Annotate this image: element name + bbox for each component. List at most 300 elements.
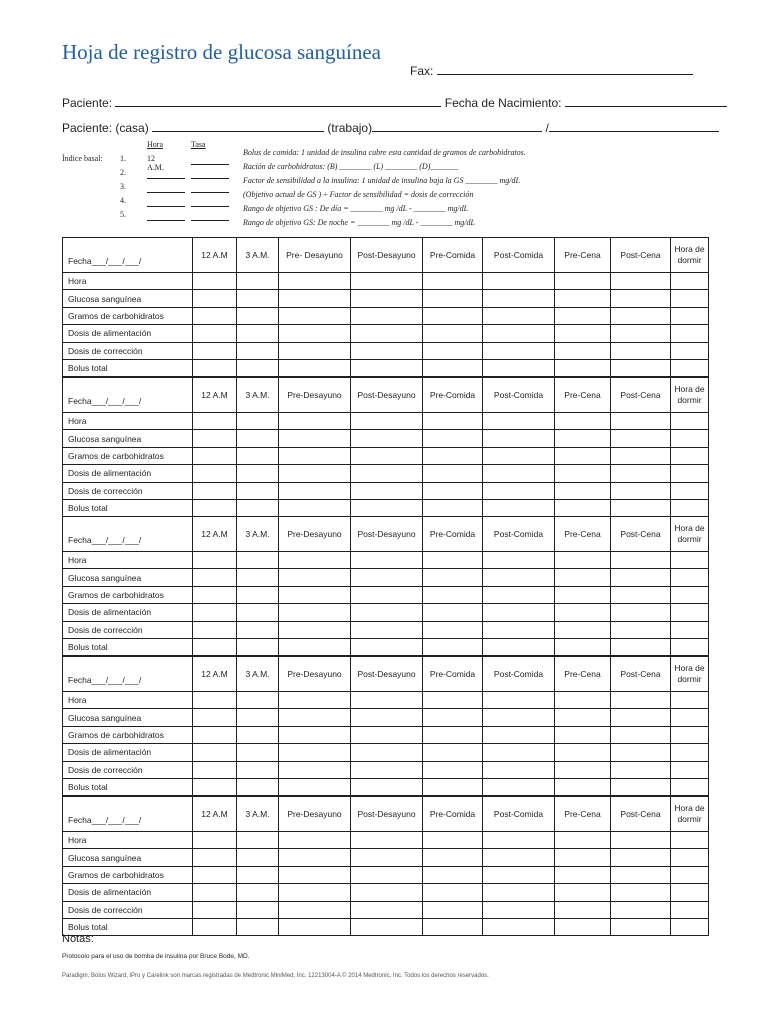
birth-date-input-line[interactable] [565,94,727,107]
entry-cell[interactable] [423,604,483,621]
entry-cell[interactable] [483,273,555,290]
entry-cell[interactable] [555,482,611,499]
entry-cell[interactable] [351,901,423,918]
entry-cell[interactable] [193,692,237,709]
entry-cell[interactable] [193,499,237,516]
date-label[interactable]: Fecha___/___/___/ [63,517,193,552]
entry-cell[interactable] [555,499,611,516]
entry-cell[interactable] [483,849,555,866]
entry-cell[interactable] [279,901,351,918]
entry-cell[interactable] [423,430,483,447]
entry-cell[interactable] [237,849,279,866]
entry-cell[interactable] [671,604,709,621]
entry-cell[interactable] [351,709,423,726]
entry-cell[interactable] [671,359,709,376]
entry-cell[interactable] [671,726,709,743]
entry-cell[interactable] [555,342,611,359]
entry-cell[interactable] [483,325,555,342]
entry-cell[interactable] [671,273,709,290]
entry-cell[interactable] [351,430,423,447]
entry-cell[interactable] [423,621,483,638]
entry-cell[interactable] [193,342,237,359]
date-label[interactable]: Fecha___/___/___/ [63,238,193,273]
entry-cell[interactable] [193,552,237,569]
entry-cell[interactable] [611,692,671,709]
entry-cell[interactable] [237,761,279,778]
entry-cell[interactable] [193,413,237,430]
entry-cell[interactable] [279,290,351,307]
entry-cell[interactable] [611,273,671,290]
basal-time-input[interactable] [147,196,185,207]
entry-cell[interactable] [483,709,555,726]
entry-cell[interactable] [555,761,611,778]
entry-cell[interactable] [279,430,351,447]
entry-cell[interactable] [279,692,351,709]
entry-cell[interactable] [423,744,483,761]
entry-cell[interactable] [237,586,279,603]
entry-cell[interactable] [671,744,709,761]
column-header: Hora de dormir [671,657,709,692]
entry-cell[interactable] [193,778,237,795]
entry-cell[interactable] [611,413,671,430]
entry-cell[interactable] [279,586,351,603]
entry-cell[interactable] [351,447,423,464]
date-label[interactable]: Fecha___/___/___/ [63,657,193,692]
entry-cell[interactable] [611,726,671,743]
entry-cell[interactable] [237,499,279,516]
entry-cell[interactable] [671,586,709,603]
entry-cell[interactable] [483,290,555,307]
entry-cell[interactable] [237,273,279,290]
home-phone-input-line[interactable] [152,119,324,132]
entry-cell[interactable] [555,918,611,935]
entry-cell[interactable] [611,307,671,324]
entry-cell[interactable] [193,849,237,866]
entry-cell[interactable] [611,499,671,516]
entry-cell[interactable] [237,290,279,307]
entry-cell[interactable] [193,884,237,901]
entry-cell[interactable] [279,918,351,935]
entry-cell[interactable] [611,482,671,499]
entry-cell[interactable] [611,709,671,726]
entry-cell[interactable] [423,465,483,482]
entry-cell[interactable] [423,499,483,516]
entry-cell[interactable] [555,604,611,621]
entry-cell[interactable] [423,413,483,430]
entry-cell[interactable] [237,342,279,359]
entry-cell[interactable] [237,866,279,883]
entry-cell[interactable] [671,569,709,586]
entry-cell[interactable] [611,552,671,569]
entry-cell[interactable] [611,866,671,883]
entry-cell[interactable] [483,778,555,795]
entry-cell[interactable] [237,447,279,464]
entry-cell[interactable] [279,273,351,290]
entry-cell[interactable] [483,692,555,709]
entry-cell[interactable] [237,638,279,655]
entry-cell[interactable] [237,726,279,743]
entry-cell[interactable] [611,621,671,638]
entry-cell[interactable] [483,726,555,743]
basal-rate-input[interactable] [191,210,229,221]
entry-cell[interactable] [423,552,483,569]
entry-cell[interactable] [237,621,279,638]
entry-cell[interactable] [351,638,423,655]
entry-cell[interactable] [611,918,671,935]
column-header: Post-Desayuno [351,797,423,832]
entry-cell[interactable] [555,744,611,761]
entry-cell[interactable] [193,901,237,918]
entry-cell[interactable] [237,465,279,482]
entry-cell[interactable] [279,569,351,586]
entry-cell[interactable] [237,901,279,918]
entry-cell[interactable] [611,761,671,778]
table-row [63,832,709,849]
entry-cell[interactable] [193,866,237,883]
entry-cell[interactable] [423,447,483,464]
entry-cell[interactable] [423,482,483,499]
entry-cell[interactable] [483,761,555,778]
entry-cell[interactable] [279,307,351,324]
entry-cell[interactable] [237,359,279,376]
entry-cell[interactable] [279,638,351,655]
entry-cell[interactable] [279,447,351,464]
entry-cell[interactable] [279,499,351,516]
entry-cell[interactable] [555,692,611,709]
entry-cell[interactable] [237,918,279,935]
entry-cell[interactable] [237,413,279,430]
entry-cell[interactable] [483,413,555,430]
entry-cell[interactable] [351,273,423,290]
entry-cell[interactable] [555,359,611,376]
entry-cell[interactable] [279,761,351,778]
entry-cell[interactable] [555,832,611,849]
entry-cell[interactable] [555,884,611,901]
entry-cell[interactable] [193,709,237,726]
entry-cell[interactable] [555,430,611,447]
entry-cell[interactable] [555,273,611,290]
entry-cell[interactable] [279,621,351,638]
entry-cell[interactable] [483,499,555,516]
entry-cell[interactable] [611,744,671,761]
entry-cell[interactable] [193,832,237,849]
entry-cell[interactable] [423,307,483,324]
entry-cell[interactable] [351,744,423,761]
entry-cell[interactable] [483,586,555,603]
entry-cell[interactable] [351,761,423,778]
entry-cell[interactable] [611,359,671,376]
entry-cell[interactable] [483,342,555,359]
entry-cell[interactable] [279,465,351,482]
entry-cell[interactable] [555,638,611,655]
entry-cell[interactable] [351,307,423,324]
entry-cell[interactable] [611,325,671,342]
entry-cell[interactable] [193,569,237,586]
entry-cell[interactable] [423,569,483,586]
entry-cell[interactable] [351,359,423,376]
entry-cell[interactable] [193,744,237,761]
entry-cell[interactable] [483,621,555,638]
fax-input-line[interactable] [437,62,693,75]
entry-cell[interactable] [555,413,611,430]
entry-cell[interactable] [423,709,483,726]
entry-cell[interactable] [237,604,279,621]
entry-cell[interactable] [237,325,279,342]
entry-cell[interactable] [423,290,483,307]
entry-cell[interactable] [351,726,423,743]
entry-cell[interactable] [483,482,555,499]
entry-cell[interactable] [279,359,351,376]
entry-cell[interactable] [351,342,423,359]
entry-cell[interactable] [423,866,483,883]
row-label: Glucosa sanguínea [63,290,193,307]
entry-cell[interactable] [351,778,423,795]
entry-cell[interactable] [351,832,423,849]
entry-cell[interactable] [423,273,483,290]
entry-cell[interactable] [279,866,351,883]
entry-cell[interactable] [279,325,351,342]
entry-cell[interactable] [423,726,483,743]
entry-cell[interactable] [351,325,423,342]
entry-cell[interactable] [483,638,555,655]
entry-cell[interactable] [351,918,423,935]
entry-cell[interactable] [351,621,423,638]
entry-cell[interactable] [237,692,279,709]
entry-cell[interactable] [671,499,709,516]
entry-cell[interactable] [671,849,709,866]
entry-cell[interactable] [611,465,671,482]
entry-cell[interactable] [555,901,611,918]
entry-cell[interactable] [555,621,611,638]
entry-cell[interactable] [555,447,611,464]
entry-cell[interactable] [611,638,671,655]
entry-cell[interactable] [611,447,671,464]
entry-cell[interactable] [351,413,423,430]
entry-cell[interactable] [483,832,555,849]
entry-cell[interactable] [423,901,483,918]
entry-cell[interactable] [351,604,423,621]
entry-cell[interactable] [351,499,423,516]
table-row [63,273,709,290]
entry-cell[interactable] [555,709,611,726]
entry-cell[interactable] [279,849,351,866]
entry-cell[interactable] [555,586,611,603]
entry-cell[interactable] [237,744,279,761]
entry-cell[interactable] [237,482,279,499]
entry-cell[interactable] [279,413,351,430]
entry-cell[interactable] [193,307,237,324]
entry-cell[interactable] [237,552,279,569]
basal-time-input[interactable] [147,168,185,179]
entry-cell[interactable] [351,552,423,569]
entry-cell[interactable] [671,832,709,849]
entry-cell[interactable] [555,465,611,482]
entry-cell[interactable] [279,884,351,901]
entry-cell[interactable] [237,709,279,726]
entry-cell[interactable] [193,638,237,655]
entry-cell[interactable] [279,778,351,795]
entry-cell[interactable] [237,778,279,795]
entry-cell[interactable] [611,604,671,621]
entry-cell[interactable] [351,866,423,883]
entry-cell[interactable] [671,638,709,655]
entry-cell[interactable] [671,342,709,359]
entry-cell[interactable] [423,342,483,359]
entry-cell[interactable] [671,692,709,709]
entry-cell[interactable] [351,465,423,482]
basal-num: 1. [120,154,126,163]
entry-cell[interactable] [351,884,423,901]
entry-cell[interactable] [611,778,671,795]
entry-cell[interactable] [611,569,671,586]
entry-cell[interactable] [193,273,237,290]
entry-cell[interactable] [351,586,423,603]
entry-cell[interactable] [237,884,279,901]
fax-field[interactable] [410,62,693,78]
entry-cell[interactable] [555,866,611,883]
entry-cell[interactable] [611,884,671,901]
entry-cell[interactable] [279,709,351,726]
entry-cell[interactable] [193,604,237,621]
entry-cell[interactable] [351,482,423,499]
entry-cell[interactable] [671,778,709,795]
entry-cell[interactable] [193,586,237,603]
date-label[interactable]: Fecha___/___/___/ [63,378,193,413]
entry-cell[interactable] [483,430,555,447]
entry-cell[interactable] [279,744,351,761]
entry-cell[interactable] [671,447,709,464]
entry-cell[interactable] [483,901,555,918]
entry-cell[interactable] [237,569,279,586]
entry-cell[interactable] [193,761,237,778]
entry-cell[interactable] [193,290,237,307]
entry-cell[interactable] [555,849,611,866]
entry-cell[interactable] [193,621,237,638]
entry-cell[interactable] [193,359,237,376]
basal-rate-input[interactable] [191,168,229,179]
entry-cell[interactable] [611,290,671,307]
entry-cell[interactable] [483,569,555,586]
entry-cell[interactable] [671,901,709,918]
entry-cell[interactable] [423,692,483,709]
patient-input-line[interactable] [115,94,441,107]
entry-cell[interactable] [279,482,351,499]
basal-rate-input[interactable] [191,182,229,193]
row-label: Bolus total [63,918,193,935]
entry-cell[interactable] [483,465,555,482]
entry-cell[interactable] [555,325,611,342]
other-phone-input-line[interactable] [549,119,719,132]
entry-cell[interactable] [671,307,709,324]
entry-cell[interactable] [193,465,237,482]
entry-cell[interactable] [671,761,709,778]
entry-cell[interactable] [555,778,611,795]
entry-cell[interactable] [237,832,279,849]
entry-cell[interactable] [483,744,555,761]
entry-cell[interactable] [279,832,351,849]
entry-cell[interactable] [483,884,555,901]
entry-cell[interactable] [671,482,709,499]
entry-cell[interactable] [671,325,709,342]
entry-cell[interactable] [555,569,611,586]
work-phone-input-line[interactable] [372,119,542,132]
entry-cell[interactable] [611,901,671,918]
basal-rate-input[interactable] [191,196,229,207]
entry-cell[interactable] [483,307,555,324]
entry-cell[interactable] [671,552,709,569]
entry-cell[interactable] [671,884,709,901]
entry-cell[interactable] [483,918,555,935]
entry-cell[interactable] [555,290,611,307]
entry-cell[interactable] [193,918,237,935]
entry-cell[interactable] [279,342,351,359]
entry-cell[interactable] [671,413,709,430]
entry-cell[interactable] [423,325,483,342]
entry-cell[interactable] [237,307,279,324]
entry-cell[interactable] [423,849,483,866]
entry-cell[interactable] [423,638,483,655]
entry-cell[interactable] [193,447,237,464]
entry-cell[interactable] [279,552,351,569]
entry-cell[interactable] [611,586,671,603]
entry-cell[interactable] [423,884,483,901]
entry-cell[interactable] [279,604,351,621]
entry-cell[interactable] [351,569,423,586]
entry-cell[interactable] [423,778,483,795]
entry-cell[interactable] [193,325,237,342]
entry-cell[interactable] [671,430,709,447]
entry-cell[interactable] [483,552,555,569]
entry-cell[interactable] [555,552,611,569]
entry-cell[interactable] [423,918,483,935]
entry-cell[interactable] [483,866,555,883]
basal-time-input[interactable] [147,210,185,221]
entry-cell[interactable] [279,726,351,743]
entry-cell[interactable] [611,832,671,849]
entry-cell[interactable] [193,726,237,743]
entry-cell[interactable] [611,430,671,447]
date-label[interactable]: Fecha___/___/___/ [63,797,193,832]
entry-cell[interactable] [351,692,423,709]
entry-cell[interactable] [611,342,671,359]
entry-cell[interactable] [555,726,611,743]
entry-cell[interactable] [423,761,483,778]
entry-cell[interactable] [483,604,555,621]
entry-cell[interactable] [555,307,611,324]
basal-time-input[interactable] [147,182,185,193]
basal-first-time: 12 A.M. [147,154,164,172]
entry-cell[interactable] [483,359,555,376]
entry-cell[interactable] [483,447,555,464]
entry-cell[interactable] [193,430,237,447]
entry-cell[interactable] [193,482,237,499]
entry-cell[interactable] [351,849,423,866]
entry-cell[interactable] [671,621,709,638]
entry-cell[interactable] [671,709,709,726]
entry-cell[interactable] [351,290,423,307]
entry-cell[interactable] [671,290,709,307]
entry-cell[interactable] [611,849,671,866]
entry-cell[interactable] [423,832,483,849]
entry-cell[interactable] [423,359,483,376]
row-label: Bolus total [63,638,193,655]
basal-rate-input[interactable] [191,154,229,165]
entry-cell[interactable] [671,465,709,482]
entry-cell[interactable] [671,866,709,883]
entry-cell[interactable] [671,918,709,935]
entry-cell[interactable] [423,586,483,603]
entry-cell[interactable] [237,430,279,447]
